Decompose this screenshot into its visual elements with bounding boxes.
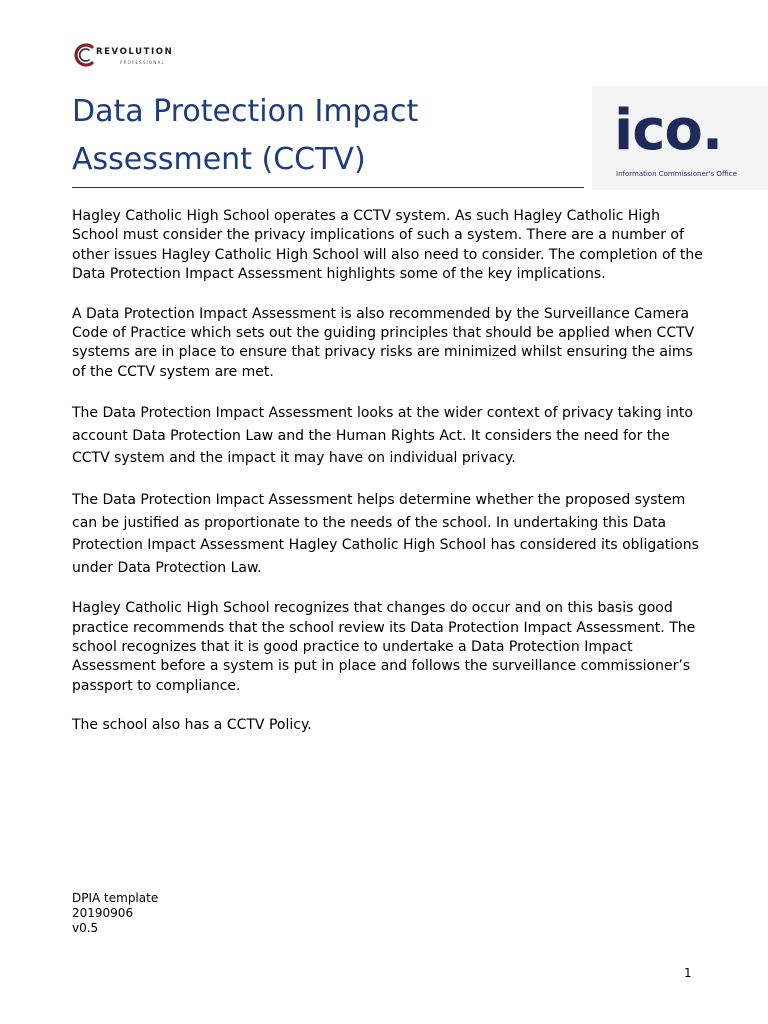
ico-subtitle: Information Commissioner's Office [616,170,737,178]
revolution-swoosh-icon [72,42,98,68]
revolution-logo [72,42,182,68]
footer-version: v0.5 [72,921,99,935]
footer-template-name: DPIA template [72,891,159,905]
revolution-logo-subtext: PROFESSIONAL [120,60,165,65]
paragraph-intro: Hagley Catholic High School operates a CCTV system. As such Hagley Catholic High School must consider the privacy implications of such a system. There are a number of other issues Hagley Catholic High School will also need to consider. The completion of the Data Protection Impact Assessment highlights some of the key implications. [72,208,703,283]
paragraph-wider-context: The Data Protection Impact Assessment looks at the wider context of privacy taking into account Data Protection Law and the Human Rights Act. It considers the need for the CCTV system and the impact it may have on individual privacy. [72,405,693,467]
revolution-logo-text: REVOLUTION [96,47,174,57]
footer-date: 20190906 [72,906,134,920]
title-divider [72,187,584,188]
paragraph-cctv-policy: The school also has a CCTV Policy. [72,717,312,734]
document-footer [72,891,158,936]
document-body [72,207,708,756]
ico-wordmark: ico. [614,98,723,163]
paragraph-review: Hagley Catholic High School recognizes that changes do occur and on this basis good practice recommends that the school review its Data Protection Impact Assessment. The school recognizes that it is good practice to undertake a Data Protection Impact Assessment before a system is put in place and follows the surveillance commissioner’s passport to compliance. [72,600,696,694]
paragraph-proportionality: The Data Protection Impact Assessment helps determine whether the proposed system can be justified as proportionate to the needs of the school. In undertaking this Data Protection Impact Assessment Hagley Catholic High School has considered its obligations under Data Protection Law. [72,492,699,576]
page-number: 1 [684,966,692,980]
paragraph-code-of-practice: A Data Protection Impact Assessment is also recommended by the Surveillance Camera Code of Practice which sets out the guiding principles that should be applied when CCTV systems are in place to ensure that privacy risks are minimized whilst ensuring the aims of the CCTV system are met. [72,305,695,380]
ico-logo [592,86,768,190]
page-title: Data Protection Impact Assessment (CCTV) [72,94,419,177]
